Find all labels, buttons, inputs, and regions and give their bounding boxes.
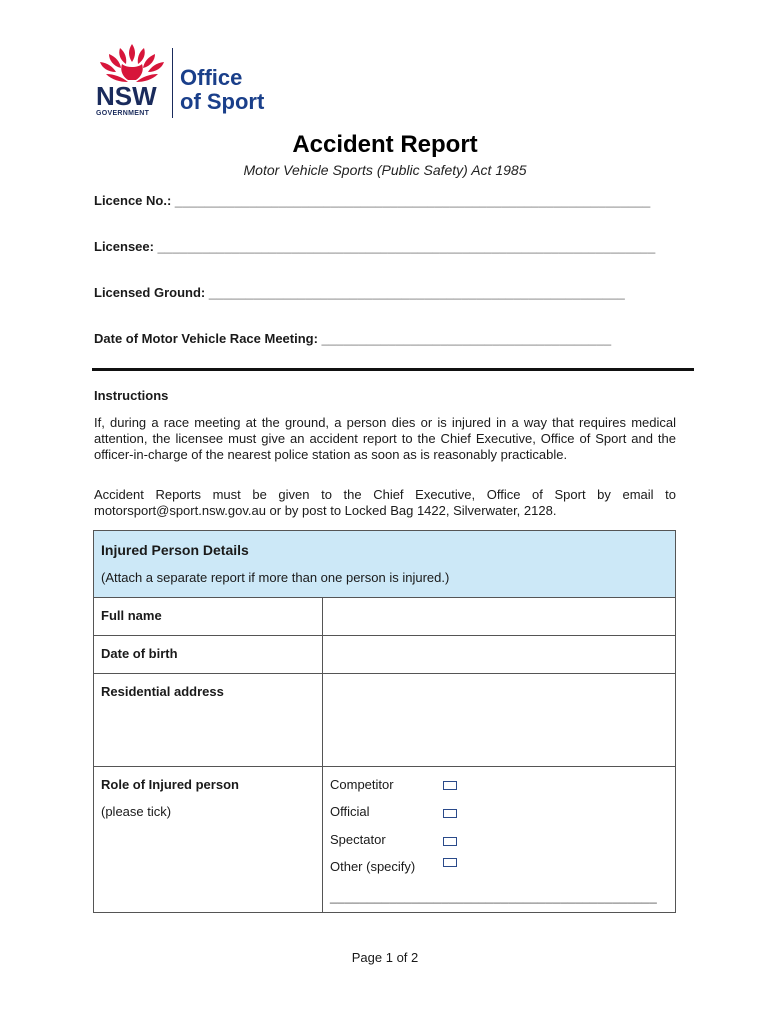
- meeting-date-label: Date of Motor Vehicle Race Meeting:: [94, 331, 318, 346]
- meeting-date-field[interactable]: [94, 331, 611, 346]
- full-name-label: Full name: [101, 608, 162, 623]
- spectator-checkbox[interactable]: [443, 837, 457, 846]
- licensed-ground-blank[interactable]: ________________________________________________________: [208, 285, 625, 300]
- page-subtitle: Motor Vehicle Sports (Public Safety) Act 1985: [243, 162, 527, 178]
- table-row-full-name: [94, 598, 675, 636]
- table-row-date-of-birth: [94, 636, 675, 674]
- licence-no-label: Licence No.:: [94, 193, 172, 208]
- office-line-2: of Sport: [180, 89, 265, 114]
- licensee-blank[interactable]: ___________________________________________________________________: [157, 239, 656, 254]
- role-option-spectator: Spectator: [330, 832, 386, 847]
- instructions-heading: Instructions: [94, 388, 169, 403]
- licensee-field[interactable]: [94, 239, 655, 254]
- competitor-checkbox[interactable]: [443, 781, 457, 790]
- official-checkbox[interactable]: [443, 809, 457, 818]
- licensed-ground-field[interactable]: [94, 285, 625, 300]
- licensed-ground-label: Licensed Ground:: [94, 285, 206, 300]
- meeting-date-blank[interactable]: _______________________________________: [321, 331, 612, 346]
- table-header-note: (Attach a separate report if more than one person is injured.): [101, 570, 450, 585]
- table-header-title: Injured Person Details: [101, 542, 249, 558]
- page-title: Accident Report: [292, 131, 478, 158]
- role-option-other: Other (specify): [330, 859, 416, 874]
- nsw-wordmark: NSW: [96, 81, 157, 111]
- instructions-paragraph-1: If, during a race meeting at the ground, a person dies or is injured in a way that requires medical attention, the licensee must give an accident report to the Chief Executive, Office of Sport and the officer-in-charge of the nearest police station as soon as is reasonably practicable.: [94, 415, 676, 462]
- logo-divider: [172, 48, 173, 118]
- nsw-office-of-sport-logo: [92, 42, 292, 122]
- other-checkbox[interactable]: [443, 858, 457, 867]
- other-specify-blank[interactable]: ____________________________________________: [330, 889, 657, 904]
- page-number: Page 1 of 2: [351, 950, 419, 965]
- office-line-1: Office: [180, 65, 243, 90]
- section-divider: [92, 368, 694, 371]
- table-header: [94, 531, 675, 598]
- date-of-birth-label: Date of birth: [101, 646, 178, 661]
- licence-no-blank[interactable]: ________________________________________________________________: [174, 193, 651, 208]
- role-label: Role of Injured person: [101, 777, 239, 792]
- residential-address-label: Residential address: [101, 684, 224, 699]
- licensee-label: Licensee:: [94, 239, 154, 254]
- injured-person-table: [93, 530, 676, 913]
- office-of-sport-wordmark: [180, 66, 264, 114]
- role-option-official: Official: [330, 804, 370, 819]
- role-hint: (please tick): [101, 804, 172, 819]
- licence-no-field[interactable]: [94, 193, 650, 208]
- government-wordmark: GOVERNMENT: [96, 110, 150, 117]
- role-option-competitor: Competitor: [330, 777, 394, 792]
- table-row-residential-address: [94, 674, 675, 767]
- instructions-paragraph-2: Accident Reports must be given to the Chief Executive, Office of Sport by email to motorsport@sport.nsw.gov.au or by post to Locked Bag 1422, Silverwater, 2128.: [94, 487, 676, 518]
